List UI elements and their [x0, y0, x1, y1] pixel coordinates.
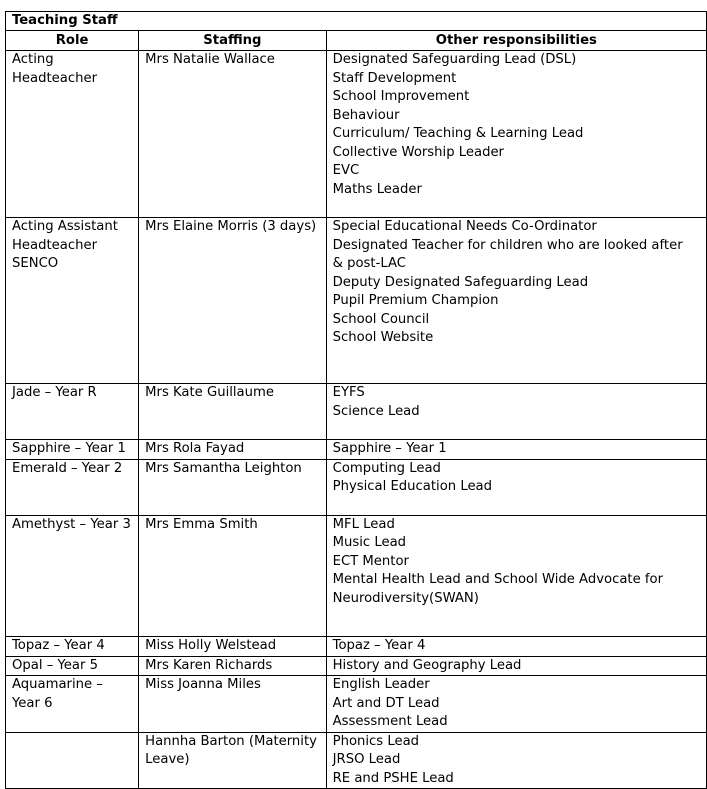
cell-line: Emerald – Year 2: [12, 460, 123, 476]
cell-line: Staff Development: [332, 70, 457, 86]
cell-line: Year 6: [12, 695, 53, 711]
role-cell: [6, 656, 139, 676]
staffing-cell: [139, 732, 326, 789]
cell-line: MFL Lead: [332, 516, 395, 532]
cell-line: Headteacher: [12, 70, 97, 86]
staffing-cell: [139, 440, 326, 460]
cell-line: Physical Education Lead: [332, 479, 493, 494]
cell-line: Mrs Elaine Morris (3 days): [145, 219, 317, 234]
cell-line: Art and DT Lead: [332, 695, 440, 711]
table-row: [6, 440, 707, 460]
role-cell: [6, 636, 139, 656]
role-cell: [6, 384, 139, 440]
cell-line: Designated Teacher for children who are looked after: [332, 237, 683, 253]
cell-line: Mrs Kate Guillaume: [145, 385, 274, 400]
cell-line: EYFS: [332, 385, 365, 400]
cell-line: Topaz – Year 4: [12, 637, 105, 653]
responsibilities-cell: [326, 459, 706, 515]
teaching-staff-table: [5, 11, 707, 789]
cell-line: Deputy Designated Safeguarding Lead: [332, 274, 589, 290]
cell-line: Science Lead: [332, 403, 420, 419]
cell-line: ECT Mentor: [332, 553, 409, 569]
table-row: [6, 732, 707, 789]
staffing-cell: [139, 51, 326, 218]
cell-line: Music Lead: [332, 535, 407, 550]
cell-line: JRSO Lead: [332, 752, 401, 767]
responsibilities-cell: [326, 732, 706, 789]
cell-line: Curriculum/ Teaching & Learning Lead: [332, 126, 584, 141]
cell-line: Mrs Emma Smith: [145, 516, 258, 532]
staffing-cell: [139, 515, 326, 636]
cell-line: Jade – Year R: [12, 385, 97, 400]
cell-line: Miss Joanna Miles: [145, 677, 261, 692]
cell-line: Behaviour: [332, 107, 400, 123]
table-row: [6, 384, 707, 440]
cell-line: Collective Worship Leader: [332, 144, 504, 160]
cell-line: Assessment Lead: [332, 714, 448, 729]
staffing-cell: [139, 459, 326, 515]
cell-line: Leave): [145, 752, 190, 767]
table-row: [6, 676, 707, 733]
header-role: Role: [6, 31, 139, 51]
table-row: [6, 515, 707, 636]
cell-line: School Website: [332, 330, 434, 345]
responsibilities-cell: [326, 636, 706, 656]
cell-line: Special Educational Needs Co-Ordinator: [332, 219, 597, 234]
cell-line: Maths Leader: [332, 181, 422, 197]
cell-line: Mrs Natalie Wallace: [145, 52, 275, 67]
cell-line: Opal – Year 5: [12, 657, 98, 673]
cell-line: Amethyst – Year 3: [12, 516, 131, 532]
cell-line: History and Geography Lead: [332, 657, 522, 673]
table-row: [6, 656, 707, 676]
table-row: [6, 218, 707, 384]
cell-line: Pupil Premium Champion: [332, 293, 499, 308]
table-row: [6, 51, 707, 218]
staffing-cell: [139, 676, 326, 733]
role-cell: [6, 676, 139, 733]
cell-line: EVC: [332, 163, 360, 178]
cell-line: English Leader: [332, 677, 430, 692]
staffing-cell: [139, 656, 326, 676]
cell-line: Aquamarine –: [12, 677, 103, 692]
table-title-row: [6, 12, 707, 31]
cell-line: Phonics Lead: [332, 733, 420, 749]
cell-line: SENCO: [12, 256, 59, 271]
cell-line: Mrs Samantha Leighton: [145, 460, 302, 476]
staffing-cell: [139, 218, 326, 384]
cell-line: Designated Safeguarding Lead (DSL): [332, 52, 577, 67]
cell-line: Mrs Karen Richards: [145, 657, 273, 673]
cell-line: Headteacher: [12, 237, 97, 253]
cell-line: Miss Holly Welstead: [145, 637, 277, 653]
role-cell: [6, 218, 139, 384]
cell-line: Neurodiversity(SWAN): [332, 590, 479, 606]
cell-line: Acting Assistant: [12, 219, 118, 234]
header-staffing: Staffing: [139, 31, 326, 51]
role-cell: [6, 515, 139, 636]
role-cell: [6, 440, 139, 460]
header-other-responsibilities: Other responsibilities: [326, 31, 706, 51]
table-title: Teaching Staff: [6, 12, 707, 31]
staffing-cell: [139, 384, 326, 440]
responsibilities-cell: [326, 656, 706, 676]
table-row: [6, 459, 707, 515]
cell-line: Topaz – Year 4: [332, 637, 426, 653]
responsibilities-cell: [326, 384, 706, 440]
cell-line: Computing Lead: [332, 460, 441, 476]
cell-line: Hannha Barton (Maternity: [145, 733, 317, 749]
responsibilities-cell: [326, 676, 706, 733]
cell-line: Acting: [12, 52, 54, 67]
role-cell: [6, 732, 139, 789]
cell-line: School Improvement: [332, 89, 470, 104]
responsibilities-cell: [326, 515, 706, 636]
cell-line: Mental Health Lead and School Wide Advocate for: [332, 572, 664, 587]
cell-line: Sapphire – Year 1: [12, 441, 126, 456]
responsibilities-cell: [326, 440, 706, 460]
cell-line: Sapphire – Year 1: [332, 441, 447, 456]
cell-line: School Council: [332, 311, 430, 327]
header-row: [6, 31, 707, 51]
table-row: [6, 636, 707, 656]
staffing-cell: [139, 636, 326, 656]
responsibilities-cell: [326, 51, 706, 218]
cell-line: RE and PSHE Lead: [332, 770, 454, 786]
role-cell: [6, 51, 139, 218]
cell-line: & post-LAC: [332, 256, 407, 271]
responsibilities-cell: [326, 218, 706, 384]
role-cell: [6, 459, 139, 515]
cell-line: Mrs Rola Fayad: [145, 441, 245, 456]
